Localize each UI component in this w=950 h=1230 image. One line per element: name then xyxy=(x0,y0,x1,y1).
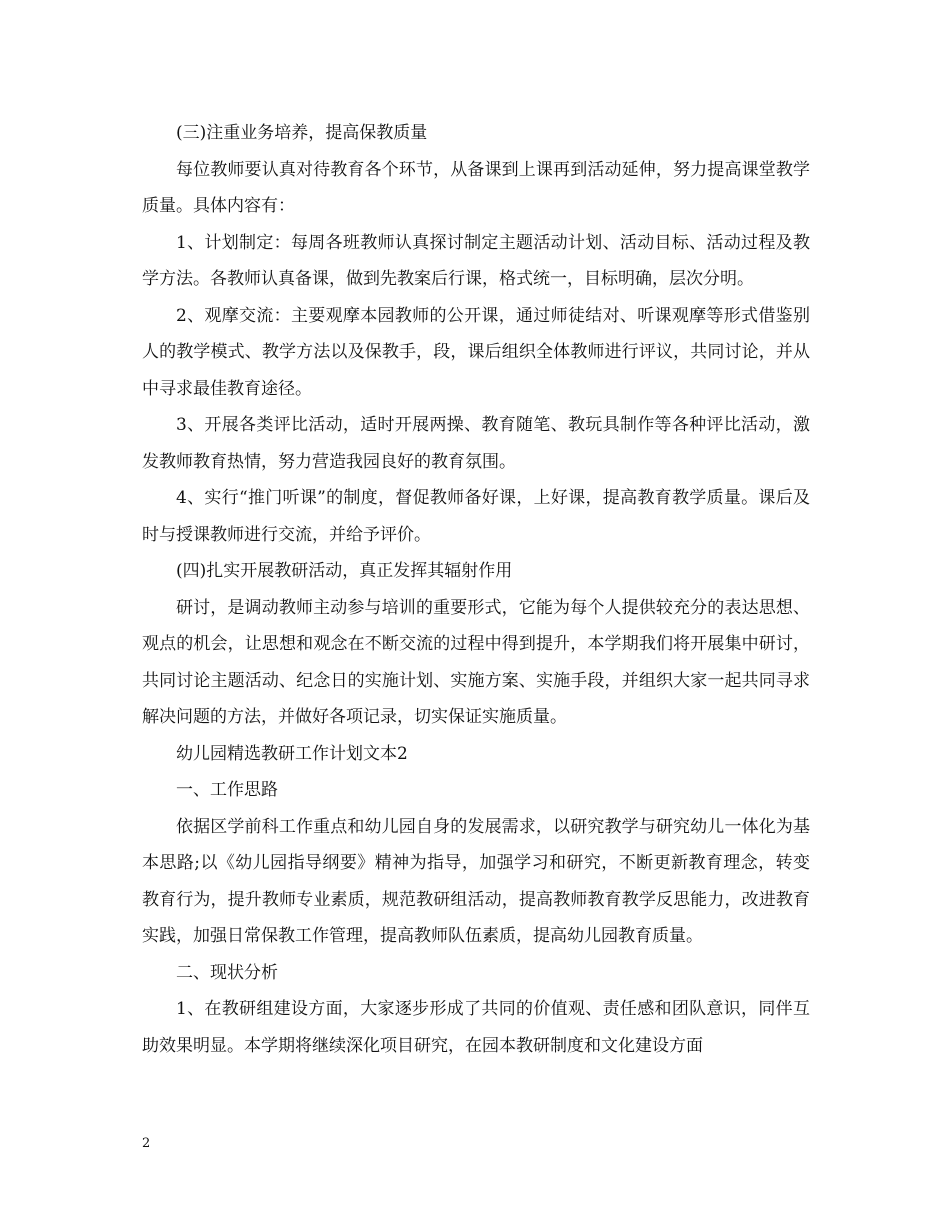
paragraph-open-class: 4、实行“推门听课”的制度，督促教师备好课，上好课，提高教育教学质量。课后及时与授课教师进行交流，并给予评价。 xyxy=(142,488,810,545)
paragraph-plan: 1、计划制定：每周各班教师认真探讨制定主题活动计划、活动目标、活动过程及教学方法。各教师认真备课，做到先教案后行课，格式统一，目标明确，层次分明。 xyxy=(142,232,810,289)
paragraph-research: 研讨，是调动教师主动参与培训的重要形式，它能为每个人提供较充分的表达思想、观点的机会，让思想和观念在不断交流的过程中得到提升，本学期我们将开展集中研讨，共同讨论主题活动、纪念日的实施计划、实施方案、实施手段，并组织大家一起共同寻求解决问题的方法，并做好各项记录，切实保证实施质量。 xyxy=(142,597,810,727)
paragraph-work-idea: 依据区学前科工作重点和幼儿园自身的发展需求，以研究教学与研究幼儿一体化为基本思路;以《幼儿园指导纲要》精神为指导，加强学习和研究，不断更新教育理念，转变教育行为，提升教师专业素质，规范教研组活动，提高教师教育教学反思能力，改进教育实践，加强日常保教工作管理，提高教师队伍素质，提高幼儿园教育质量。 xyxy=(142,816,810,946)
document-body xyxy=(142,115,810,1064)
page-number: 2 xyxy=(142,1136,151,1151)
section-heading-3: (三)注重业务培养，提高保教质量 xyxy=(176,123,428,143)
paragraph-intro: 每位教师要认真对待教育各个环节，从备课到上课再到活动延伸，努力提高课堂教学质量。具体内容有： xyxy=(142,159,810,216)
section-heading-status: 二、现状分析 xyxy=(176,962,278,983)
document-title-2: 幼儿园精选教研工作计划文本2 xyxy=(176,743,408,764)
paragraph-status: 1、在教研组建设方面，大家逐步形成了共同的价值观、责任感和团队意识，同伴互助效果明显。本学期将继续深化项目研究，在园本教研制度和文化建设方面 xyxy=(142,999,810,1056)
section-heading-work-idea: 一、工作思路 xyxy=(176,780,278,800)
section-heading-4: (四)扎实开展教研活动，真正发挥其辐射作用 xyxy=(176,561,513,581)
paragraph-observation: 2、观摩交流：主要观摩本园教师的公开课，通过师徒结对、听课观摩等形式借鉴别人的教学模式、教学方法以及保教手，段，课后组织全体教师进行评议，共同讨论，并从中寻求最佳教育途径。 xyxy=(142,305,810,399)
paragraph-evaluation: 3、开展各类评比活动，适时开展两操、教育随笔、教玩具制作等各种评比活动，激发教师教育热情，努力营造我园良好的教育氛围。 xyxy=(142,415,810,472)
